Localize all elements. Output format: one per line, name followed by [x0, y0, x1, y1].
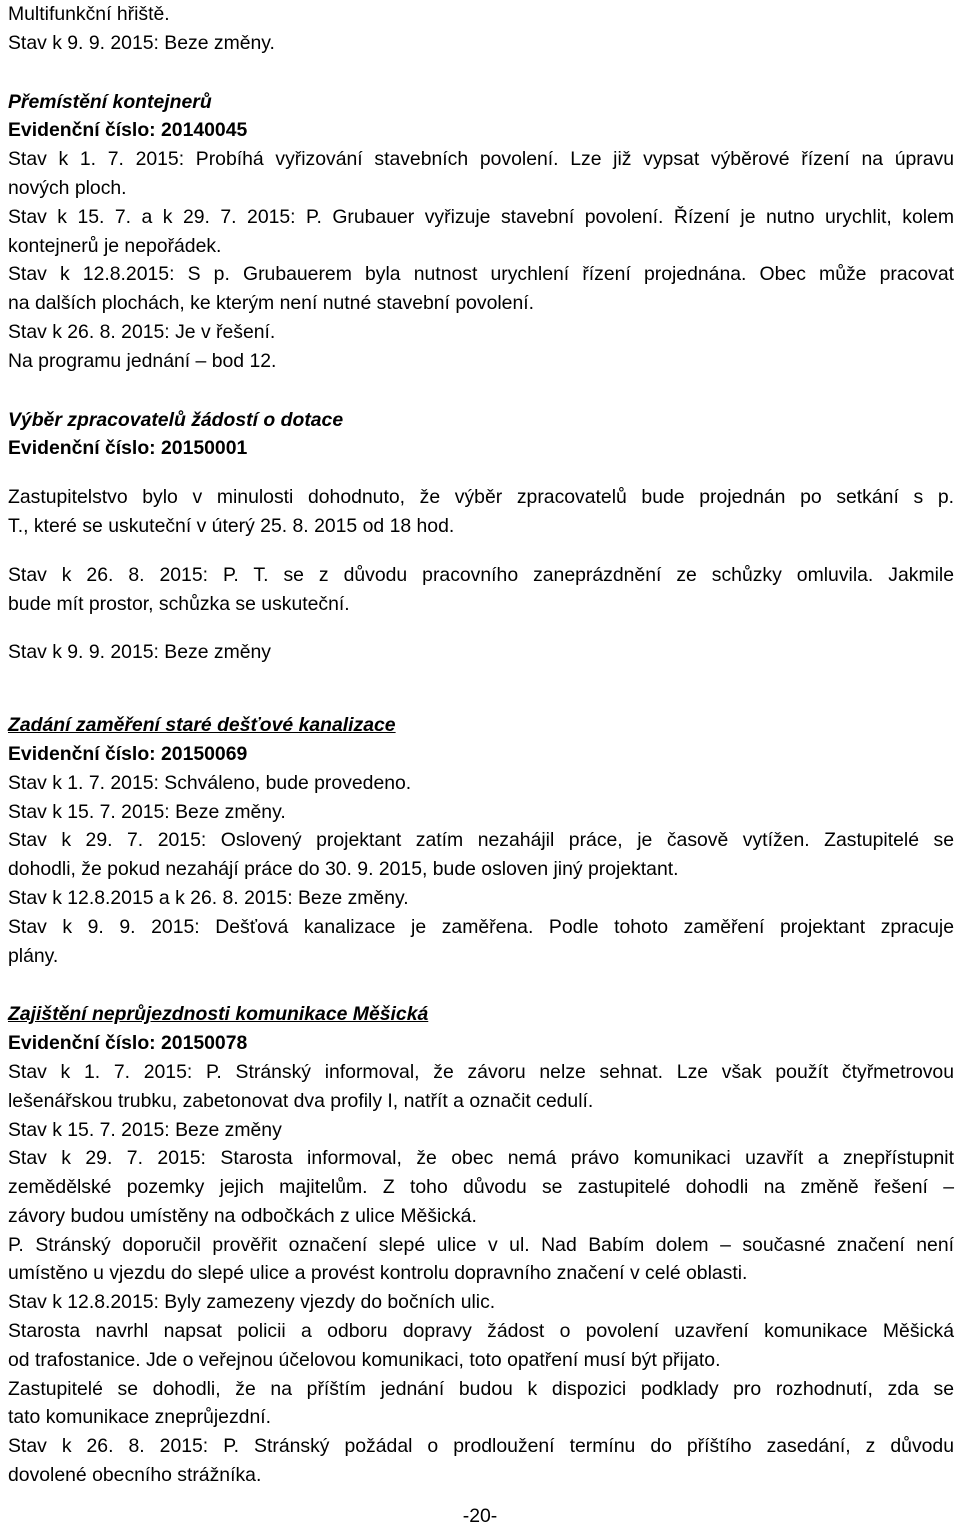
spacer — [8, 376, 954, 406]
text-line: Stav k 1. 7. 2015: Schváleno, bude provedeno. — [8, 771, 412, 794]
text-line: kontejnerů je nepořádek. — [8, 234, 222, 257]
text-line: dovolené obecního strážníka. — [8, 1464, 262, 1487]
evidence-number: Evidenční číslo: 20150078 — [8, 1032, 248, 1055]
text-line: Stav k 29. 7. 2015: Oslovený projektant zatím nezahájil práce, je časově vytížen. Zastupitelé se — [8, 829, 954, 852]
text-line: lešenářskou trubku, zabetonovat dva profily I, natřít a označit cedulí. — [8, 1089, 594, 1112]
text-line: T., které se uskuteční v úterý 25. 8. 2015 od 18 hod. — [8, 514, 455, 537]
text-line: Zastupitelé se dohodli, že na příštím jednání budou k dispozici podklady pro rozhodnutí, zda se — [8, 1377, 954, 1400]
text-line: Stav k 12.8.2015: Byly zamezeny vjezdy do bočních ulic. — [8, 1291, 496, 1314]
text-line: od trafostanice. Jde o veřejnou účelovou komunikaci, toto opatření musí být přijato. — [8, 1348, 721, 1371]
text-line: plány. — [8, 944, 59, 967]
text-line: Stav k 15. 7. a k 29. 7. 2015: P. Grubauer vyřizuje stavební povolení. Řízení je nutno urychlit, kolem — [8, 205, 954, 228]
text-line: Stav k 15. 7. 2015: Beze změny. — [8, 800, 286, 823]
section-vyber-zpracovatelu — [8, 406, 954, 668]
text-line: zemědělské pozemky jejich majitelům. Z toho důvodu se zastupitelé dohodli na změně řešení – — [8, 1176, 954, 1199]
text-line: na dalších plochách, ke kterým není nutné stavební povolení. — [8, 292, 535, 315]
text-line: Stav k 26. 8. 2015: Je v řešení. — [8, 320, 276, 343]
section-zadani-zamereni-kanalizace — [8, 711, 954, 970]
text-line: Stav k 26. 8. 2015: P. T. se z důvodu pracovního zaneprázdnění ze schůzky omluvila. Jakmile — [8, 563, 954, 586]
text-line: Stav k 12.8.2015: S p. Grubauerem byla nutnost urychlení řízení projednána. Obec může pracovat — [8, 263, 954, 286]
spacer — [8, 697, 954, 711]
text-line: Stav k 1. 7. 2015: P. Stránský informoval, že závoru nelze sehnat. Lze však použít čtyřmetrovou — [8, 1060, 954, 1083]
evidence-number: Evidenční číslo: 20150069 — [8, 742, 248, 765]
spacer — [8, 58, 954, 88]
text-line: Zastupitelstvo bylo v minulosti dohodnuto, že výběr zpracovatelů bude projednán po setkání s p. — [8, 486, 954, 509]
section-title: Výběr zpracovatelů žádostí o dotace — [8, 408, 344, 431]
text-line: umístěno u vjezdu do slepé ulice a provést kontrolu dopravního značení v celé oblasti. — [8, 1262, 748, 1285]
text-line: P. Stránský doporučil prověřit označení slepé ulice v ul. Nad Babím dolem – současné značení není — [8, 1233, 954, 1256]
spacer — [8, 970, 954, 1000]
text-line: Stav k 26. 8. 2015: P. Stránský požádal o prodloužení termínu do příštího zasedání, z důvodu — [8, 1435, 954, 1458]
document-page — [8, 0, 954, 1490]
text-line: tato komunikace zneprůjezdní. — [8, 1406, 272, 1429]
text-line: Stav k 15. 7. 2015: Beze změny — [8, 1118, 282, 1141]
section-title: Zajištění neprůjezdnosti komunikace Měšická — [8, 1003, 429, 1026]
text-line: Multifunkční hřiště. — [8, 3, 170, 25]
text-line: nových ploch. — [8, 176, 127, 199]
evidence-number: Evidenční číslo: 20150001 — [8, 437, 248, 460]
section-title: Přemístění kontejnerů — [8, 90, 212, 113]
text-line: závory budou umístěny na odbočkách z ulice Měšická. — [8, 1204, 477, 1227]
text-line: Stav k 29. 7. 2015: Starosta informoval, že obec nemá právo komunikaci uzavřít a znepřístupnit — [8, 1147, 954, 1170]
page-number: -20- — [462, 1505, 498, 1527]
text-line: Stav k 9. 9. 2015: Beze změny — [8, 641, 271, 664]
section-title: Zadání zaměření staré dešťové kanalizace — [8, 714, 396, 737]
text-line: Na programu jednání – bod 12. — [8, 349, 277, 372]
text-line: bude mít prostor, schůzka se uskuteční. — [8, 592, 350, 615]
spacer — [8, 667, 954, 697]
section-zajisteni-nepruzjezdnosti — [8, 1000, 954, 1490]
text-line: Starosta navrhl napsat policii a odboru dopravy žádost o povolení uzavření komunikace Měšická — [8, 1320, 954, 1343]
spacer — [8, 618, 954, 638]
text-line: Stav k 9. 9. 2015: Dešťová kanalizace je zaměřena. Podle tohoto zaměření projektant zpracuje — [8, 915, 954, 938]
text-line: dohodli, že pokud nezahájí práce do 30. 9. 2015, bude osloven jiný projektant. — [8, 858, 679, 881]
intro-block — [8, 0, 954, 58]
text-line: Stav k 9. 9. 2015: Beze změny. — [8, 31, 275, 54]
text-line: Stav k 12.8.2015 a k 26. 8. 2015: Beze změny. — [8, 886, 409, 909]
text-line: Stav k 1. 7. 2015: Probíhá vyřizování stavebních povolení. Lze již vypsat výběrové řízení na úpravu — [8, 148, 954, 171]
evidence-number: Evidenční číslo: 20140045 — [8, 119, 248, 142]
spacer — [8, 463, 954, 483]
section-premisteni-kontejneru — [8, 88, 954, 376]
spacer — [8, 541, 954, 561]
